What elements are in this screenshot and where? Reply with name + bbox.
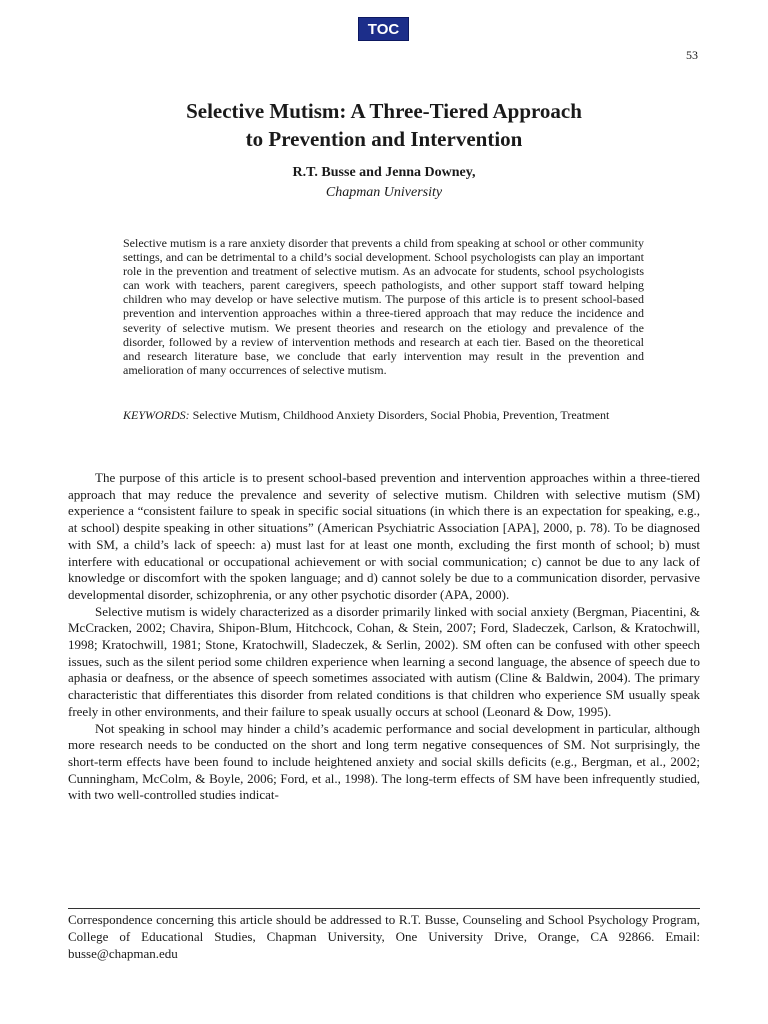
- body-paragraph: Not speaking in school may hinder a child’s academic performance and social development in particular, although more research needs to be conducted on the short and long term negative consequences of SM. Not surprisingly, the short-term effects have been found to include heightened anxiety and social skills deficits (e.g., Bergman, et al., 2002; Cunningham, McColm, & Boyle, 2006; Ford, et al., 1998). The long-term effects of SM have been infrequently studied, with two well-controlled studies indicat-: [68, 720, 700, 803]
- article-body: [68, 470, 700, 804]
- body-paragraph: The purpose of this article is to present school-based prevention and intervention approaches within a three-tiered approach that may reduce the prevalence and severity of selective mutism. Children with selective mutism (SM) experience a “consistent failure to speak in specific social situations (in which there is an expectation for speaking, e.g., at school) despite speaking in other situations” (American Psychiatric Association [APA], 2000, p. 78). To be diagnosed with SM, a child’s lack of speech: a) must last for at least one month, excluding the first month of school; b) must interfere with educational or occupational achievement or with social communication; c) cannot be due to any lack of knowledge or discomfort with the spoken language; and d) cannot solely be due to a communication disorder, pervasive developmental disorder, schizophrenia, or any other psychotic disorder (APA, 2000).: [68, 470, 700, 602]
- body-paragraph: Selective mutism is widely characterized as a disorder primarily linked with social anxiety (Bergman, Piacentini, & McCracken, 2002; Chavira, Shipon-Blum, Hitchcock, Cohan, & Stein, 2007; Ford, Sladeczek, Carlson, & Kratochwill, 1998; Kratochwill, 1981; Stone, Kratochwill, Sladeczek, & Serlin, 2002). SM often can be confused with other speech issues, such as the silent period some children experience when learning a second language, the absence of speech due to aphasia or deafness, or the absence of speech sometimes associated with autism (Cline & Baldwin, 2004). The primary characteristic that differentiates this disorder from related conditions is that children who experience SM usually speak freely in other environments, and their failure to speak usually occurs at school (Leonard & Dow, 1995).: [68, 603, 700, 719]
- author-affiliation: Chapman University: [325, 185, 443, 200]
- article-title-line-1: Selective Mutism: A Three-Tiered Approach: [186, 99, 582, 123]
- keywords-list: Selective Mutism, Childhood Anxiety Disorders, Social Phobia, Prevention, Treatment: [192, 408, 610, 422]
- article-authors: R.T. Busse and Jenna Downey,: [292, 165, 476, 180]
- footnote-divider: [68, 908, 700, 909]
- article-title-line-2: to Prevention and Intervention: [245, 127, 523, 151]
- correspondence-footnote: Correspondence concerning this article should be addressed to R.T. Busse, Counseling and School Psychology Program, College of Educational Studies, Chapman University, One University Drive, Orange, CA 92866. Email: busse@chapman.edu: [68, 912, 700, 961]
- keywords: [123, 408, 644, 422]
- abstract: Selective mutism is a rare anxiety disorder that prevents a child from speaking at school or other community settings, and can be detrimental to a child’s social development. School psychologists can play an important role in the prevention and treatment of selective mutism. As an advocate for students, school psychologists can work with teachers, parent caregivers, speech pathologists, and other support staff toward helping children who may develop or have selective mutism. The purpose of this article is to present school-based prevention and intervention approaches within a three-tiered approach that may reduce the incidence and severity of selective mutism. We present theories and research on the etiology and prevalence of the disorder, followed by a review of intervention methods and research at each tier. Based on the theoretical and research literature base, we conclude that early intervention may result in the prevention and amelioration of many occurrences of selective mutism.: [123, 236, 644, 377]
- page-number: 53: [686, 48, 698, 62]
- keywords-label: KEYWORDS:: [123, 408, 190, 422]
- article-title: [60, 97, 708, 153]
- toc-button[interactable]: TOC: [358, 17, 409, 41]
